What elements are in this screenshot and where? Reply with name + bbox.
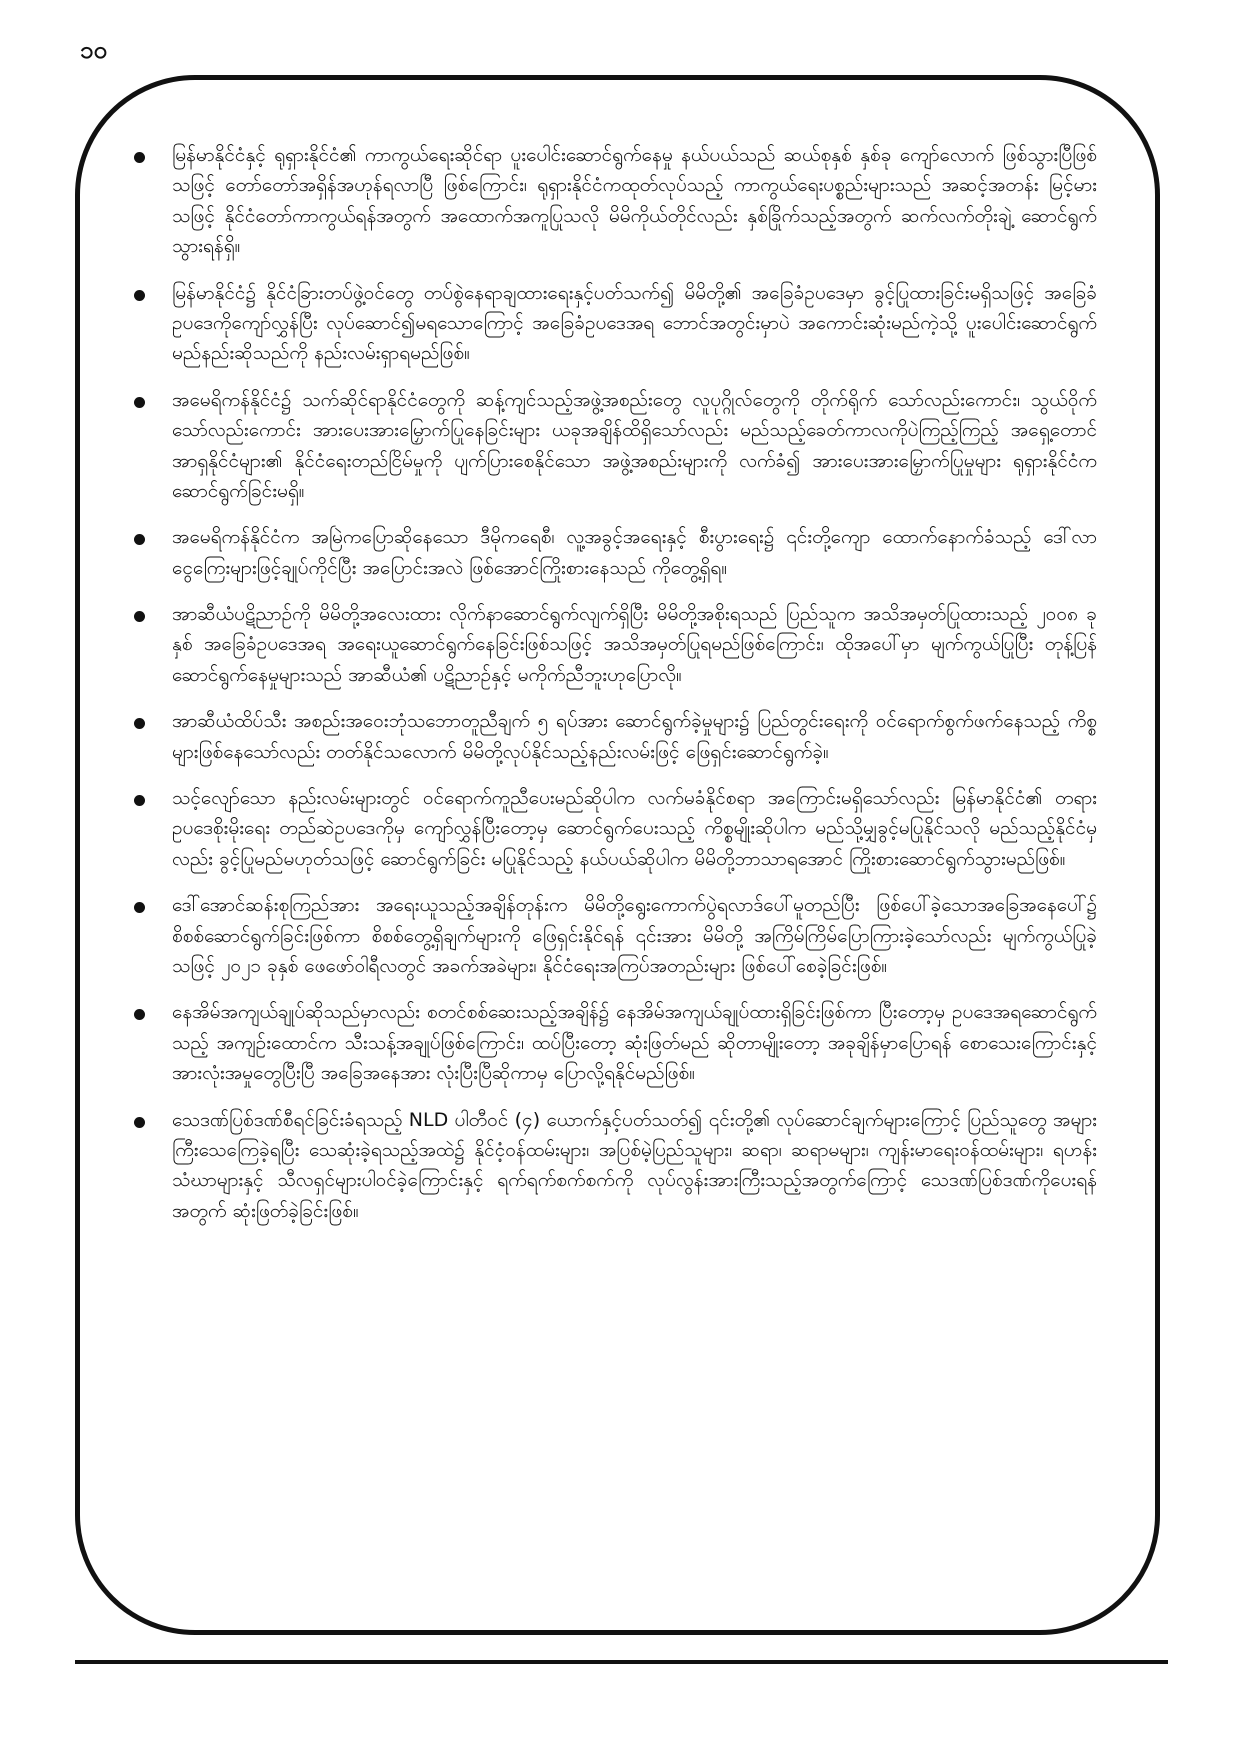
list-item: [128, 599, 1097, 690]
bullet-text: နေအိမ်အကျယ်ချုပ်ဆိုသည်မှာလည်း စတင်စစ်ဆေးသည့်အချိန်၌ နေအိမ်အကျယ်ချုပ်ထားရှိခြင်းဖြစ်ကာ ပြီးတော့မှ ဥပဒေအရဆောင်ရွက်သည့် အကျဉ်းထောင်က သီးသန့်အချုပ်ဖြစ်ကြောင်း၊ ထပ်ပြီးတော့ ဆုံးဖြတ်မည် ဆိုတာမျိုးတော့ အခုချိန်မှာပြောရန် စောသေးကြောင်းနှင့် အားလုံးအမှုတွေပြီးပြီ အခြေအနေအား လုံးပြီးပြီဆိုကာမှ ပြောလို့ရနိုင်မည်ဖြစ်။: [172, 1001, 1097, 1085]
list-item: [128, 1105, 1097, 1227]
bullet-text: အာဆီယံပဋိညာဉ်ကို မိမိတို့အလေးထား လိုက်နာဆောင်ရွက်လျက်ရှိပြီး မိမိတို့အစိုးရသည် ပြည်သူက အသိအမှတ်ပြုထားသည့် ၂၀၀၈ ခုနှစ် အခြေခံဥပဒေအရ အရေးယူဆောင်ရွက်နေခြင်းဖြစ်သဖြင့် အသိအမှတ်ပြုရမည်ဖြစ်ကြောင်း၊ ထိုအပေါ်မှာ မျက်ကွယ်ပြုပြီး တုန့်ပြန်ဆောင်ရွက်နေမှုများသည် အာဆီယံ၏ ပဋိညာဉ်နှင့် မကိုက်ညီဘူးဟုပြောလို။: [172, 603, 1097, 686]
bullet-text: အာဆီယံထိပ်သီး အစည်းအဝေးဘုံသဘောတူညီချက် ၅ ရပ်အား ဆောင်ရွက်ခဲ့မှုများ၌ ပြည်တွင်းရေးကို ဝင်ရောက်စွက်ဖက်နေသည့် ကိစ္စများဖြစ်နေသော်လည်း တတ်နိုင်သလောက် မိမိတို့လုပ်နိုင်သည့်နည်းလမ်းဖြင့် ဖြေရှင်းဆောင်ရွက်ခဲ့။: [172, 710, 1097, 763]
list-item: [128, 890, 1097, 981]
bullet-dot-icon: [134, 902, 145, 913]
bullet-text: အမေရိကန်နိုင်ငံ၌ သက်ဆိုင်ရာနိုင်ငံတွေကို ဆန့်ကျင်သည့်အဖွဲ့အစည်းတွေ လူပုဂ္ဂိုလ်တွေကို တိုက်ရိုက် သော်လည်းကောင်း၊ သွယ်ဝိုက်သော်လည်းကောင်း အားပေးအားမြှောက်ပြုနေခြင်းများ ယခုအချိန်ထိရှိသော်လည်း မည်သည့်ခေတ်ကာလကိုပဲကြည့်ကြည့် အရှေ့တောင်အာရှနိုင်ငံများ၏ နိုင်ငံရေးတည်ငြိမ်မှုကို ပျက်ပြားစေနိုင်သော အဖွဲ့အစည်းများကို လက်ခံ၍ အားပေးအားမြှောက်ပြုမှုများ ရုရှားနိုင်ငံက ဆောင်ရွက်ခြင်းမရှိ။: [172, 388, 1097, 502]
bullet-dot-icon: [134, 1117, 145, 1128]
bullet-dot-icon: [134, 1009, 145, 1020]
bullet-dot-icon: [134, 152, 145, 163]
bullet-dot-icon: [134, 718, 145, 729]
bullet-dot-icon: [134, 290, 145, 301]
bullet-text: မြန်မာနိုင်ငံနှင့် ရုရှားနိုင်ငံ၏ ကာကွယ်ရေးဆိုင်ရာ ပူးပေါင်းဆောင်ရွက်နေမှု နယ်ပယ်သည် ဆယ်စုနှစ် နှစ်ခု ကျော်လောက် ဖြစ်သွားပြီဖြစ်သဖြင့် တော်တော်အရှိန်အဟုန်ရလာပြီ ဖြစ်ကြောင်း၊ ရုရှားနိုင်ငံကထုတ်လုပ်သည့် ကာကွယ်ရေးပစ္စည်းများသည် အဆင့်အတန်း မြင့်မားသဖြင့် နိုင်ငံတော်ကာကွယ်ရန်အတွက် အထောက်အကူပြုသလို မိမိကိုယ်တိုင်လည်း နှစ်ခြိုက်သည့်အတွက် ဆက်လက်တိုးချဲ့ ဆောင်ရွက်သွားရန်ရှိ။: [172, 144, 1097, 258]
list-item: [128, 706, 1097, 767]
bullet-text: သင့်လျော်သော နည်းလမ်းများတွင် ဝင်ရောက်ကူညီပေးမည်ဆိုပါက လက်မခံနိုင်စရာ အကြောင်းမရှိသော်လည်း မြန်မာနိုင်ငံ၏ တရားဥပဒေစိုးမိုးရေး တည်ဆဲဥပဒေကိုမှ ကျော်လွှန်ပြီးတော့မှ ဆောင်ရွက်ပေးသည့် ကိစ္စမျိုးဆိုပါက မည်သို့မျှခွင့်မပြုနိုင်သလို မည်သည့်နိုင်ငံမှလည်း ခွင့်ပြုမည်မဟုတ်သဖြင့် ဆောင်ရွက်ခြင်း မပြုနိုင်သည့် နယ်ပယ်ဆိုပါက မိမိတို့ဘာသာရအောင် ကြိုးစားဆောင်ရွက်သွားမည်ဖြစ်။: [172, 787, 1097, 870]
bullet-list: [128, 140, 1097, 1226]
rounded-content-frame: [75, 75, 1160, 1635]
bullet-dot-icon: [134, 397, 145, 408]
bullet-text: သေဒဏ်ပြစ်ဒဏ်စီရင်ခြင်းခံရသည့် NLD ပါတီဝင် (၄) ယောက်နှင့်ပတ်သတ်၍ ၎င်းတို့၏ လုပ်ဆောင်ချက်များကြောင့် ပြည်သူတွေ အများကြီးသေကြေခဲ့ရပြီး သေဆုံးခဲ့ရသည့်အထဲ၌ နိုင်ငံ့ဝန်ထမ်းများ၊ အပြစ်မဲ့ပြည်သူများ၊ ဆရာ၊ ဆရာမများ၊ ကျန်းမာရေးဝန်ထမ်းများ၊ ရဟန်းသံဃာများနှင့် သီလရှင်များပါဝင်ခဲ့ကြောင်းနှင့် ရက်ရက်စက်စက်ကို လုပ်လွန်းအားကြီးသည့်အတွက်ကြောင့် သေဒဏ်ပြစ်ဒဏ်ကိုပေးရန်အတွက် ဆုံးဖြတ်ခဲ့ခြင်းဖြစ်။: [172, 1108, 1097, 1222]
list-item: [128, 522, 1097, 583]
bottom-rule: [75, 1660, 1168, 1664]
list-item: [128, 140, 1097, 262]
list-item: [128, 997, 1097, 1088]
bullet-text: မြန်မာနိုင်ငံ၌ နိုင်ငံခြားတပ်ဖွဲ့ဝင်တွေ တပ်စွဲနေရာချထားရေးနှင့်ပတ်သက်၍ မိမိတို့၏ အခြေခံဥပဒေမှာ ခွင့်ပြုထားခြင်းမရှိသဖြင့် အခြေခံဥပဒေကိုကျော်လွှန်ပြီး လုပ်ဆောင်၍မရသောကြောင့် အခြေခံဥပဒေအရ ဘောင်အတွင်းမှာပဲ အကောင်းဆုံးမည်ကဲ့သို့ ပူးပေါင်းဆောင်ရွက်မည်နည်းဆိုသည်ကို နည်းလမ်းရှာရမည်ဖြစ်။: [172, 281, 1097, 365]
page-number: ၁၀: [80, 36, 107, 64]
bullet-text: ဒေါ်အောင်ဆန်းစုကြည်အား အရေးယူသည့်အချိန်တုန်းက မိမိတို့ရွေးကောက်ပွဲရလာဒ်ပေါ်မူတည်ပြီး ဖြစ်ပေါ်ခဲ့သောအခြေအနေပေါ်၌ စိစစ်ဆောင်ရွက်ခြင်းဖြစ်ကာ စိစစ်တွေ့ရှိချက်များကို ဖြေရှင်းနိုင်ရန် ၎င်းအား မိမိတို့ အကြိမ်ကြိမ်ပြောကြားခဲ့သော်လည်း မျက်ကွယ်ပြုခဲ့သဖြင့် ၂၀၂၁ ခုနှစ် ဖေဖော်ဝါရီလတွင် အခက်အခဲများ၊ နိုင်ငံရေးအကြပ်အတည်းများ ဖြစ်ပေါ်စေခဲ့ခြင်းဖြစ်။: [172, 894, 1097, 977]
list-item: [128, 385, 1097, 507]
bullet-dot-icon: [134, 795, 145, 806]
bullet-text: အမေရိကန်နိုင်ငံက အမြဲကပြောဆိုနေသော ဒီမိုကရေစီ၊ လူ့အခွင့်အရေးနှင့် စီးပွားရေး၌ ၎င်းတို့ကျော ထောက်နောက်ခံသည့် ဒေါ်လာငွေကြေးများဖြင့်ချုပ်ကိုင်ပြီး အပြောင်းအလဲ ဖြစ်အောင်ကြိုးစားနေသည် ကိုတွေ့ရှိရ။: [172, 526, 1097, 579]
bullet-dot-icon: [134, 611, 145, 622]
bullet-dot-icon: [134, 534, 145, 545]
list-item: [128, 783, 1097, 874]
list-item: [128, 278, 1097, 369]
